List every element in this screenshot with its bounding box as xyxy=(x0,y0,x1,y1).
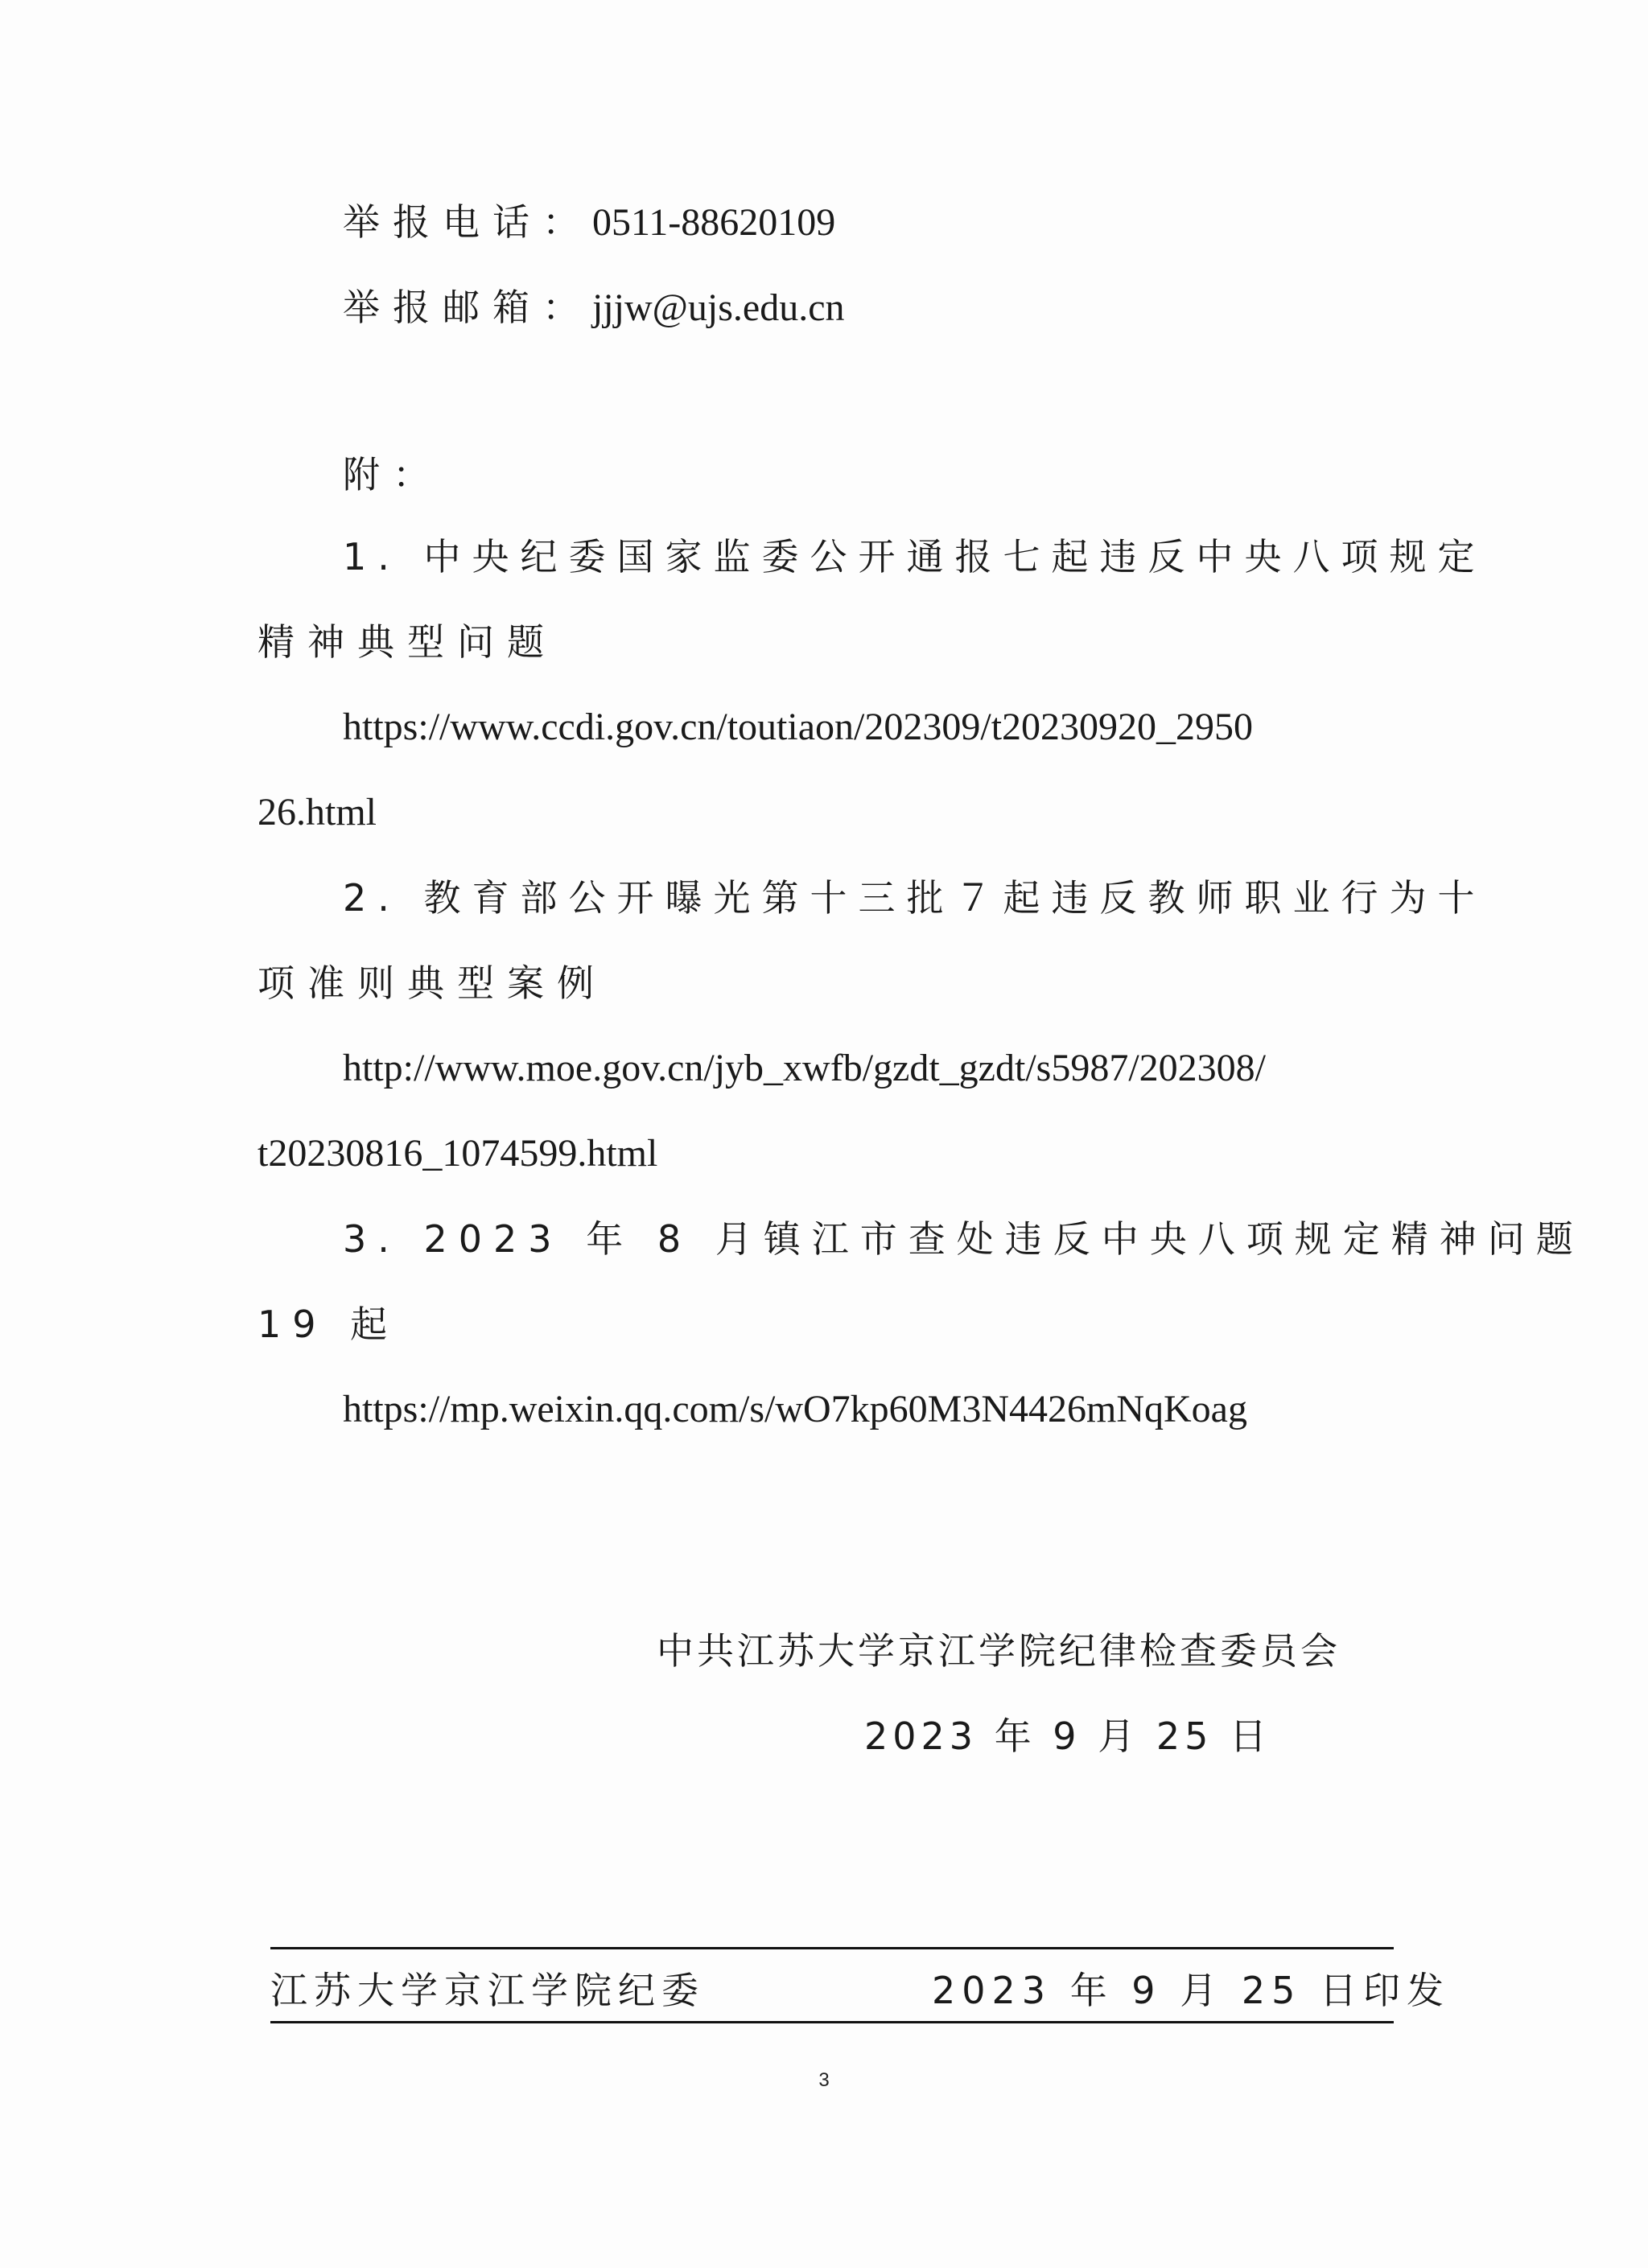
appendix-item-3-title-line1: 3. 2023 年 8 月镇江市查处违反中央八项规定精神问题 xyxy=(343,1217,1584,1261)
appendix-item-1-title-line2: 精神典型问题 xyxy=(258,620,557,664)
appendix-item-2-url-line1[interactable]: http://www.moe.gov.cn/jyb_xwfb/gzdt_gzdt/s5987/202308/ xyxy=(343,1047,1267,1089)
page-number: 3 xyxy=(818,2069,830,2091)
appendix-item-2-title-line1: 2. 教育部公开曝光第十三批７起违反教师职业行为十 xyxy=(343,876,1486,920)
appendix-item-1-url-line2[interactable]: 26.html xyxy=(258,791,377,834)
appendix-item-2-title-line2: 项准则典型案例 xyxy=(258,961,607,1005)
report-email-line xyxy=(343,283,845,332)
report-phone-label: 举报电话： xyxy=(343,200,592,244)
appendix-item-3-url-line1[interactable]: https://mp.weixin.qq.com/s/wO7kp60M3N4426mNqKoag xyxy=(343,1388,1247,1430)
report-phone-line xyxy=(343,198,835,247)
report-email-value: jjjw@ujs.edu.cn xyxy=(592,286,845,329)
appendix-item-1-title-line1: 1. 中央纪委国家监委公开通报七起违反中央八项规定 xyxy=(343,535,1486,578)
footer-top-rule xyxy=(270,1947,1394,1949)
report-email-label: 举报邮箱： xyxy=(343,286,592,329)
footer-bottom-rule xyxy=(270,2021,1394,2023)
appendix-item-1-url-line1[interactable]: https://www.ccdi.gov.cn/toutiaon/202309/t20230920_2950 xyxy=(343,706,1254,748)
appendix-item-2-url-line2[interactable]: t20230816_1074599.html xyxy=(258,1132,658,1175)
footer-issuer: 江苏大学京江学院纪委 xyxy=(270,1969,705,2012)
appendix-item-3-title-line2: 19 起 xyxy=(258,1303,399,1346)
footer-issued-date: 2023 年 9 月 25 日印发 xyxy=(932,1969,1450,2012)
report-phone-value: 0511-88620109 xyxy=(592,201,836,244)
appendix-heading: 附： xyxy=(343,453,443,496)
signature-organization: 中共江苏大学京江学院纪律检查委员会 xyxy=(657,1629,1341,1673)
signature-date: 2023 年 9 月 25 日 xyxy=(864,1714,1271,1758)
